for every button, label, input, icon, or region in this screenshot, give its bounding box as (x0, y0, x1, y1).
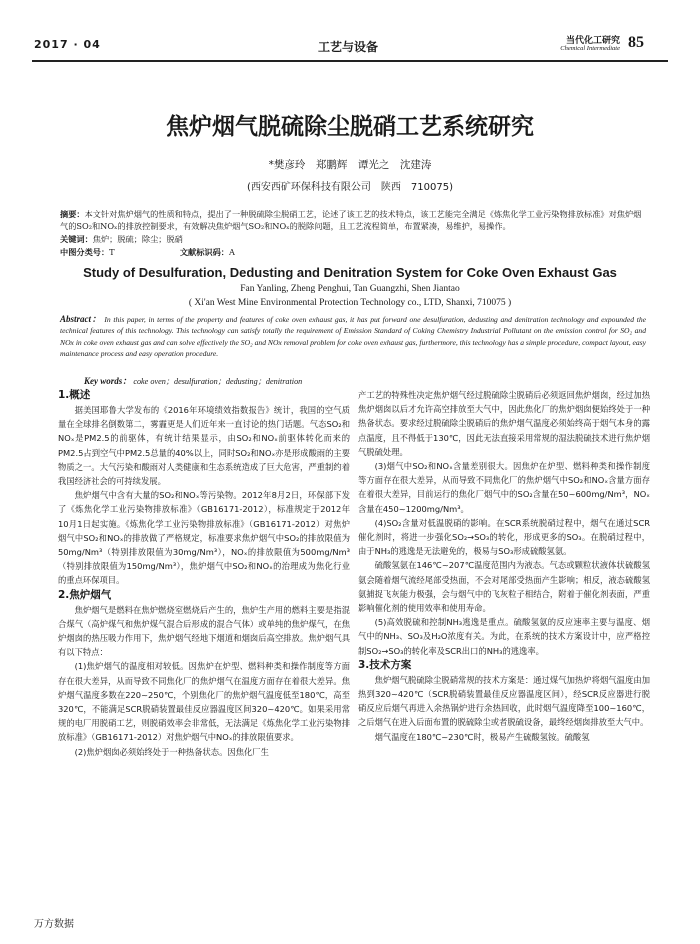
english-abstract (60, 314, 646, 360)
section-title: 工艺与设备 (318, 40, 379, 54)
footer-source: 万方数据 (34, 919, 74, 930)
keywords-cn (60, 233, 648, 245)
english-title: Study of Desulfuration, Dedusting and Denitration System for Coke Oven Exhaust Gas (83, 265, 617, 280)
paragraph: (5)高效脱硫和控制NH₃逃逸是重点。硫酸氢氨的反应速率主要与温度、烟气中的NH₃、SO₃及H₂O浓度有关。为此，在系统的技术方案设计中，应严格控制SO₂→SO₃的转化率及SCR出口的NH₃的逃逸率。 (358, 617, 650, 656)
paragraph: 产工艺的特殊性决定焦炉烟气经过脱硫除尘脱硝后必须返回焦炉烟囱，经过加热焦炉烟囱以后才允许高空排放至大气中，因此焦化厂的焦炉烟囱便始终处于一种热备状态。要求经过脱硫除尘脱硝后的焦炉烟气温度必须始终高于烟气本身的露点温度，且不得低于130℃，因此无法直接采用常规的湿法脱硫技术进行焦炉烟气脱硫处理。 (358, 390, 650, 457)
paragraph: 据美国耶鲁大学发布的《2016年环境绩效指数报告》统计，我国的空气质量在全球排名倒数第二，雾霾更是人们近年来一直讨论的热门话题。气态SO₂和NOₓ是PM2.5的前驱体，有统计结果显示，由SO₂和NOₓ前驱体转化而来的PM2.5占到空气中PM2.5总量的40%以上，同时SO₂和NOₓ亦是形成酸雨的主要物质之一。大气污染和酸雨对人类健康和生态系统造成了巨大危害，严重制约着我国经济社会的可持续发展。 (58, 405, 350, 487)
header-rule (32, 60, 668, 62)
english-affiliation: ( Xi'an West Mine Environmental Protection Technology co., LTD, Shanxi, 710075 ) (188, 298, 512, 308)
journal-name-en: Chemical Intermediate (560, 45, 620, 52)
paragraph: (1)焦炉烟气的温度相对较低。因焦炉在炉型、燃料种类和操作制度等方面存在很大差异，从而导致不同焦化厂的焦炉烟气在温度方面存在着很大差异。焦炉烟气温度多数在220~250℃，个别焦化厂的焦炉烟气温度低至180℃，高至320℃，不能满足SCR脱硝装置最佳反应器温度区间320~420℃。如果采用常规的电厂用脱硝工艺，则脱硝效率会非常低，无法满足《炼焦化学工业污染物排放标准》（GB16171-2012）对焦炉烟气中NOₓ的排放限值要求。 (58, 661, 350, 743)
section-heading-technical-scheme: 3.技术方案 (358, 658, 412, 671)
english-keywords-label: Key words： (84, 376, 132, 386)
abstract-cn-text: 本文针对焦炉烟气的性质和特点，提出了一种脱硫除尘脱硝工艺，论述了该工艺的技术特点，该工艺能完全满足《炼焦化学工业污染物排放标准》对焦炉烟气的SO₂和NOₓ的排放控制要求，有效解决焦炉烟气SO₂和NOₓ的脱除问题，且工艺流程简单，布置紧凑，易维护，易操作。 (60, 209, 642, 231)
english-authors: Fan Yanling, Zheng Penghui, Tan Guangzhi, Shen Jiantao (240, 284, 460, 294)
keywords-cn-text: 焦炉；脱硫；除尘；脱硝 (92, 234, 183, 244)
paragraph: 烟气温度在180℃~230℃时，极易产生硫酸氢铵。硫酸氢 (374, 731, 590, 742)
body-column-right (358, 388, 650, 744)
clc-value: T (109, 247, 115, 257)
body-column-left (58, 388, 350, 759)
paragraph: 焦炉烟气中含有大量的SO₂和NOₓ等污染物。2012年8月2日，环保部下发了《炼焦化学工业污染物排放标准》（GB16171-2012），标准规定于2012年10月1日起实施。《炼焦化学工业污染物排放标准》（GB16171-2012）对焦炉烟气中SO₂和NOₓ的排放做了严格规定，标准要求焦炉烟气中SO₂的排放限值为50mg/Nm³（特别排放限值为30mg/Nm³），NOₓ的排放限值为500mg/Nm³（特别排放限值为150mg/Nm³），焦炉烟气中SO₂和NOₓ的治理成为焦化行业的重点环保项目。 (58, 490, 350, 586)
abstract-cn (60, 208, 648, 232)
english-abstract-text: In this paper, in terms of the property and features of coke oven exhaust gas, it has put forward one desulfuration, dedusting and denitration technology and expounded the technical features of this technology. This technology can satisfy totally the requirement of Emission Standard of Coking Chemistry Industrial Pollutant on the emission control for SO₂ and NOx in coke oven exhaust gas and can solve effectively the SO₂ and NOx removal problem for coke oven exhaust gas, furthermore, this technology has a simple procedure, compact layout, easy maintenance process and easy operation procedure. (60, 315, 646, 359)
abstract-cn-label: 摘要： (60, 209, 85, 219)
doc-value: A (228, 247, 235, 257)
paragraph: 硫酸氢氨在146℃~207℃温度范围内为液态。气态或颗粒状液体状硫酸氢氨会随着烟气流经尾部受热面，不会对尾部受热面产生影响；相反，液态硫酸氢氨捕捉飞灰能力极强，会与烟气中的飞灰粒子相结合，附着于催化剂表面，严重影响催化剂的使用效率和使用寿命。 (358, 560, 650, 614)
english-abstract-label: Abstract： (60, 314, 102, 324)
section-heading-overview: 1.概述 (58, 389, 91, 401)
paper-title: 焦炉烟气脱硫除尘脱硝工艺系统研究 (166, 113, 534, 140)
keywords-cn-label: 关键词： (60, 234, 93, 244)
journal-name: 当代化工研究 (565, 36, 620, 46)
doc-label: 文献标识码： (179, 247, 229, 257)
page-number: 85 (628, 34, 644, 51)
issue-date: 2017 · 04 (34, 38, 101, 51)
authors: *樊彦玲 郑鹏辉 谭光之 沈建涛 (268, 159, 432, 171)
classification-line (60, 246, 648, 258)
paragraph: (2)焦炉烟囱必须始终处于一种热备状态。因焦化厂生 (74, 746, 269, 757)
paragraph: (3)烟气中SO₂和NOₓ含量差别很大。因焦炉在炉型、燃料种类和操作制度等方面存在很大差异，从而导致不同焦化厂的焦炉烟气中SO₂和NOₓ含量方面存在着很大差异，目前运行的焦化厂烟气中的SO₂含量在50~600mg/Nm³，NOₓ含量在450~1200mg/Nm³。 (358, 461, 650, 514)
paragraph: 焦炉烟气脱硫除尘脱硝常规的技术方案是：通过煤气加热炉将烟气温度由加热到320~420℃（SCR脱硝装置最佳反应器温度区间），经SCR反应器进行脱硝反应后烟气再进入余热锅炉进行余热回收，此时烟气温度降至100~160℃，之后烟气在进入后面布置的脱硫除尘或者脱硫设备，最终经烟囱排放至大气中。 (358, 674, 650, 728)
affiliation: (西安西矿环保科技有限公司 陕西 710075) (247, 182, 453, 193)
paragraph: 焦炉烟气是燃料在焦炉燃烧室燃烧后产生的，焦炉生产用的燃料主要是指混合煤气（高炉煤气和焦炉煤气混合后形成的混合气体）或单纯的焦炉煤气，在焦炉烟囱的热压吸力作用下，焦炉烟气经地下烟道和烟囱后高空排放。焦炉烟气具有以下特点： (58, 604, 350, 658)
english-keywords (84, 374, 644, 387)
english-keywords-text: coke oven；desulfuration；dedusting；denitration (133, 377, 303, 386)
paragraph: (4)SO₂含量对低温脱硝的影响。在SCR系统脱硝过程中，烟气在通过SCR催化剂时，将进一步强化SO₂→SO₃的转化，形成更多的SO₃。在脱硝过程中，由于NH₃的逃逸是无法避免的，极易与SO₃形成硫酸氢氨。 (358, 517, 650, 557)
section-heading-coke-oven-gas: 2.焦炉烟气 (58, 588, 112, 601)
clc-label: 中图分类号： (60, 247, 110, 257)
